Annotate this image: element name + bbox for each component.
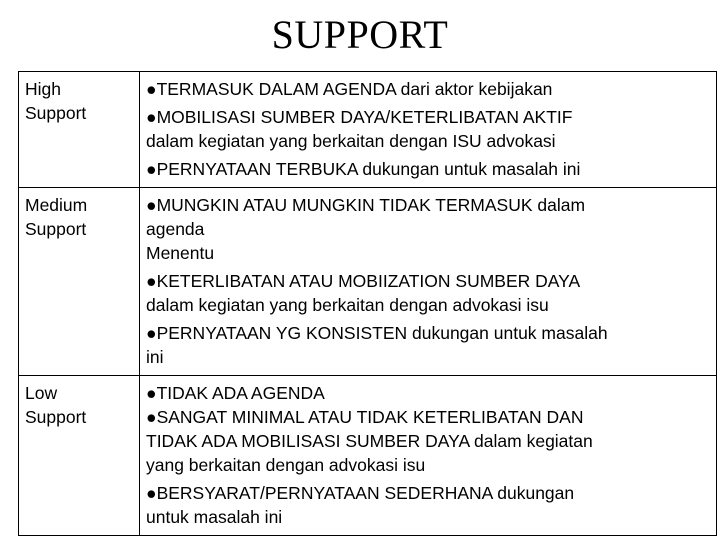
content-line: ●BERSYARAT/PERNYATAAN SEDERHANA dukungan	[146, 483, 575, 503]
label-line: Support	[25, 219, 87, 239]
content-line: ●MOBILISASI SUMBER DAYA/KETERLIBATAN AKTIF	[146, 107, 573, 127]
table-row-medium-support	[19, 188, 717, 376]
label-line: Medium	[25, 195, 88, 215]
slide-title: SUPPORT	[271, 12, 449, 57]
content-line: Menentu	[146, 243, 215, 263]
row-content-medium-support	[140, 188, 717, 376]
row-label-low-support	[19, 376, 140, 536]
content-line: ini	[146, 347, 164, 367]
table-row-high-support	[19, 72, 717, 188]
label-line: Low	[25, 383, 58, 403]
content-line: dalam kegiatan yang berkaitan dengan ISU advokasi	[146, 131, 556, 151]
content-line: TIDAK ADA MOBILISASI SUMBER DAYA dalam kegiatan	[146, 431, 593, 451]
label-line: Support	[25, 103, 87, 123]
content-line: ●TERMASUK DALAM AGENDA dari aktor kebijakan	[146, 79, 553, 99]
content-line: dalam kegiatan yang berkaitan dengan advokasi isu	[146, 295, 549, 315]
row-content-low-support	[140, 376, 717, 536]
label-line: Support	[25, 407, 87, 427]
content-line: agenda	[146, 219, 205, 239]
row-label-medium-support	[19, 188, 140, 376]
row-content-high-support	[140, 72, 717, 188]
content-line: ●SANGAT MINIMAL ATAU TIDAK KETERLIBATAN DAN	[146, 407, 584, 427]
support-table	[18, 71, 717, 536]
content-line: untuk masalah ini	[146, 507, 283, 527]
row-label-high-support	[19, 72, 140, 188]
content-line: ●KETERLIBATAN ATAU MOBIIZATION SUMBER DAYA	[146, 271, 581, 291]
content-line: ●MUNGKIN ATAU MUNGKIN TIDAK TERMASUK dalam	[146, 195, 586, 215]
support-table-container	[18, 71, 718, 540]
content-line: ●TIDAK ADA AGENDA	[146, 383, 325, 403]
content-line: ●PERNYATAAN YG KONSISTEN dukungan untuk masalah	[146, 323, 608, 343]
content-line: ●PERNYATAAN TERBUKA dukungan untuk masalah ini	[146, 159, 581, 179]
table-row-low-support	[19, 376, 717, 536]
label-line: High	[25, 79, 61, 99]
content-line: yang berkaitan dengan advokasi isu	[146, 455, 426, 475]
